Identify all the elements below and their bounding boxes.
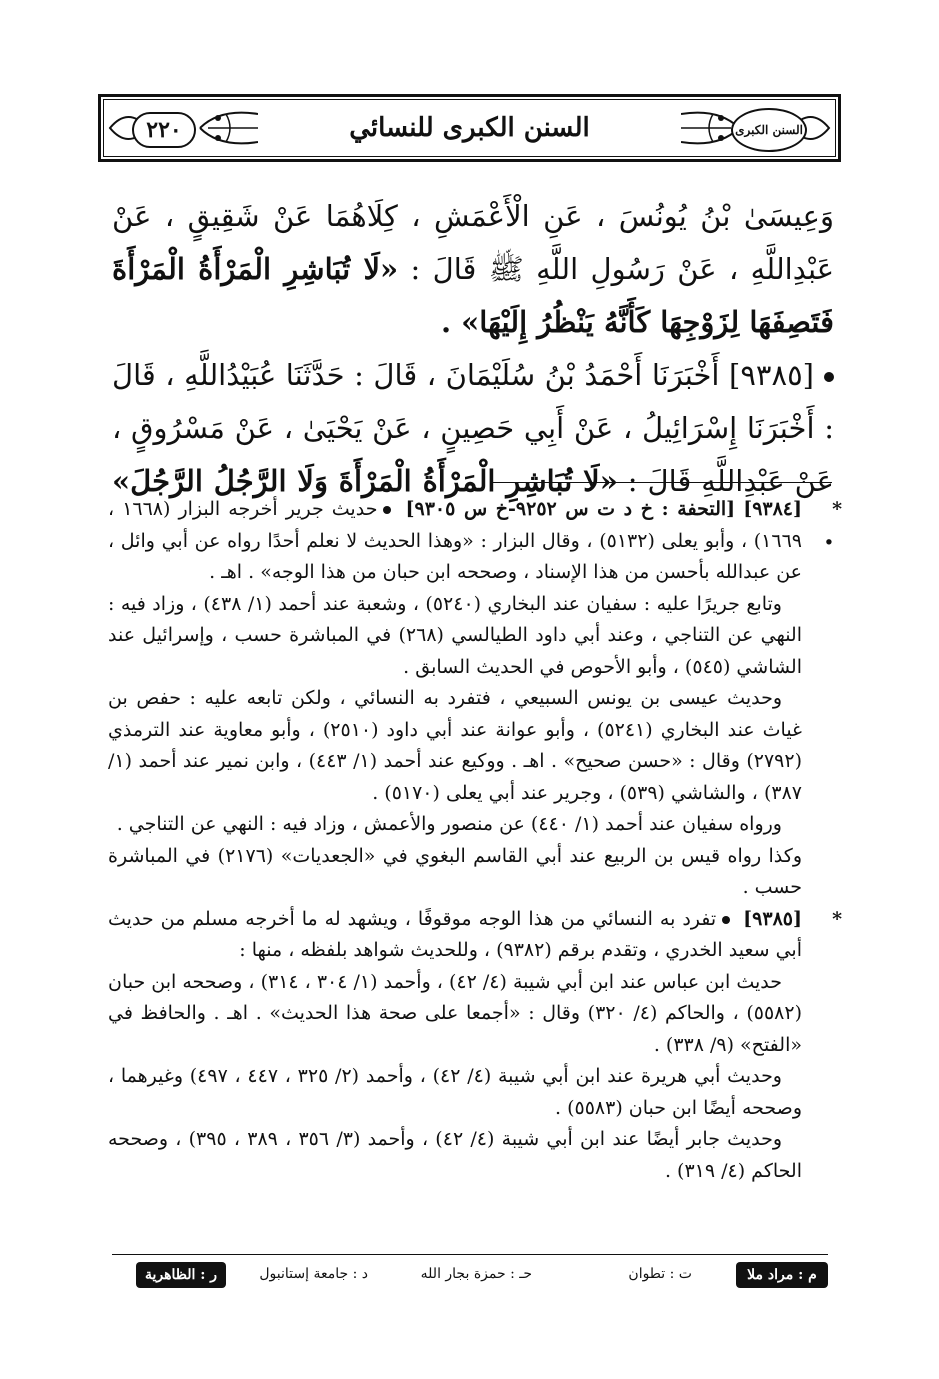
footnote-text: حديث جرير أخرجه البزار (١٦٦٨ ، ١٦٦٩) ، وأبو يعلى (٥١٣٢) ، وقال البزار : «وهذا الحديث لا نعلم أحدًا رواه عن أبي وائل ، عن عبدالله بأحسن من هذا الإسناد ، وصححه ابن حبان من هذا الوجه» . اهـ .	[108, 498, 802, 583]
manuscript-r: ر : الظاهرية	[136, 1262, 226, 1288]
footnote-paragraph: وحديث عيسى بن يونس السبيعي ، فتفرد به النسائي ، ولكن تابعه عليه : حفص بن غياث عند البخاري (٥٢٤١) ، وأبو عوانة عند أبي داود (٢٥١٠) ، وأبو معاوية عند الترمذي (٢٧٩٢) وقال : «حسن صحيح» . اهـ . ووكيع عند أحمد (١/ ٤٤٣) ، وابن نمير عند أحمد (١/ ٣٨٧) ، والشاشي (٥٣٩) ، وجرير عند أبي يعلى (٥١٧٠) .	[108, 687, 802, 804]
isnad-line: وَعِيسَىٰ بْنُ يُونُسَ ، عَنِ الْأَعْمَشِ ، كِلَاهُمَا عَنْ شَقِيقٍ ، عَنْ عَبْدِاللَّهِ ، عَنْ	[112, 199, 834, 286]
footnote-paragraph: وتابع جريرًا عليه : سفيان عند البخاري (٥٢٤٠) ، وشعبة عند أحمد (١/ ٤٣٨) ، وزاد فيه : النهي عن التناجي ، وعند أبي داود الطيالسي (٢٦٨) في المباشرة حسب ، وإسرائيل عند الشاشي (٥٤٥) ، وأبو الأحوص في الحديث السابق .	[108, 592, 803, 678]
manuscript-m: م : مراد ملا	[736, 1262, 828, 1288]
footnote-paragraph: حديث ابن عباس عند ابن أبي شيبة (٤/ ٤٢) ، وأحمد (١/ ٣٠٤ ، ٣١٤) ، وصححه ابن حبان (٥٥٨٢) ، والحاكم (٤/ ٣٢٠) وقال : «أجمعا على صحة هذا الحديث» . اهـ . والحافظ في «الفتح» (٩/ ٣٣٨) .	[108, 970, 802, 1056]
matn-9384: «لَا تُبَاشِرِ الْمَرْأَةُ الْمَرْأَةَ فَتَصِفَهَا لِزَوْجِهَا كَأَنَّهُ يَنْظُرُ إِلَيْهَا» .	[112, 252, 834, 339]
footnote-paragraph: وحديث أبي هريرة عند ابن أبي شيبة (٤/ ٤٢) ، وأحمد (٢/ ٣٢٥ ، ٤٤٧ ، ٤٩٧) وغيرهما ، وصححه أيضًا ابن حبان (٥٥٨٣) .	[108, 1065, 802, 1119]
manuscript-footer	[112, 1262, 828, 1290]
footnote-paragraph: وحديث جابر أيضًا عند ابن أبي شيبة (٤/ ٤٢) ، وأحمد (٣/ ٣٥٦ ، ٣٨٩ ، ٣٩٥) ، وصححه الحاكم (٤/ ٣١٩) .	[108, 1128, 802, 1182]
footnote-9385	[108, 904, 842, 967]
manuscript-t: ت : تطوان	[628, 1266, 692, 1282]
matn-9385: «لَا تُبَاشِرِ الْمَرْأَةُ الْمَرْأَةَ وَلَا الرَّجُلُ الرَّجُلَ» .	[112, 464, 834, 551]
isnad-9385: أَخْبَرَنَا أَحْمَدُ بْنُ سُلَيْمَانَ ، قَالَ : حَدَّثَنَا عُبَيْدُاللَّهِ ، قَالَ : أَخْبَرَنَا إِسْرَائِيلُ ، عَنْ أَبِي حَصِينٍ ، عَنْ يَحْيَىٰ ، عَنْ مَسْرُوقٍ ، عَنْ عَبْدِاللَّهِ قَالَ :	[112, 358, 834, 498]
footnote-separator	[490, 482, 832, 483]
asterisk-icon: *	[832, 907, 842, 930]
footnote-ref: [٩٣٨٥]	[743, 907, 802, 930]
manuscript-h: حـ : حمزة بجار الله	[420, 1266, 532, 1282]
page-number: ٢٢٠	[132, 112, 196, 148]
footnote-9384	[108, 494, 842, 589]
text-paragraph	[112, 190, 834, 349]
bottom-rule	[112, 1254, 828, 1255]
book-title: السنن الكبرى للنسائي	[349, 113, 590, 143]
footnote-ref: [٩٣٨٤]	[743, 498, 803, 520]
footnote-text: تفرد به النسائي من هذا الوجه موقوفًا ، ويشهد له ما أخرجه مسلم من حديث أبي سعيد الخدري ، وتقدم برقم (٩٣٨٢) ، وللحديث شواهد بلفظه ، منها :	[108, 907, 802, 961]
bullet-icon	[383, 506, 391, 514]
asterisk-icon: *	[832, 498, 843, 520]
isnad-prophet: رَسُولِ اللَّهِ ﷺ قَالَ :	[398, 252, 665, 286]
page-header	[98, 94, 841, 162]
footnote-paragraph: ورواه سفيان عند أحمد (١/ ٤٤٠) عن منصور والأعمش ، وزاد فيه : النهي عن التناجي .	[116, 813, 782, 835]
manuscript-d: د : جامعة إستانبول	[259, 1266, 368, 1282]
book-seal-logo: السنن الكبرى	[731, 108, 807, 152]
tuhfa-ref: [التحفة : خ د ت س ٩٢٥٢-خ س ٩٣٠٥]	[405, 498, 736, 520]
footnote-paragraph: وكذا رواه قيس بن الربيع عند أبي القاسم البغوي في «الجعديات» (٢١٧٦) في المباشرة حسب .	[108, 844, 803, 898]
hadith-number: [٩٣٨٥]	[729, 358, 814, 392]
footnotes	[108, 494, 842, 1187]
bullet-icon	[722, 916, 730, 924]
bullet-icon	[824, 372, 834, 382]
